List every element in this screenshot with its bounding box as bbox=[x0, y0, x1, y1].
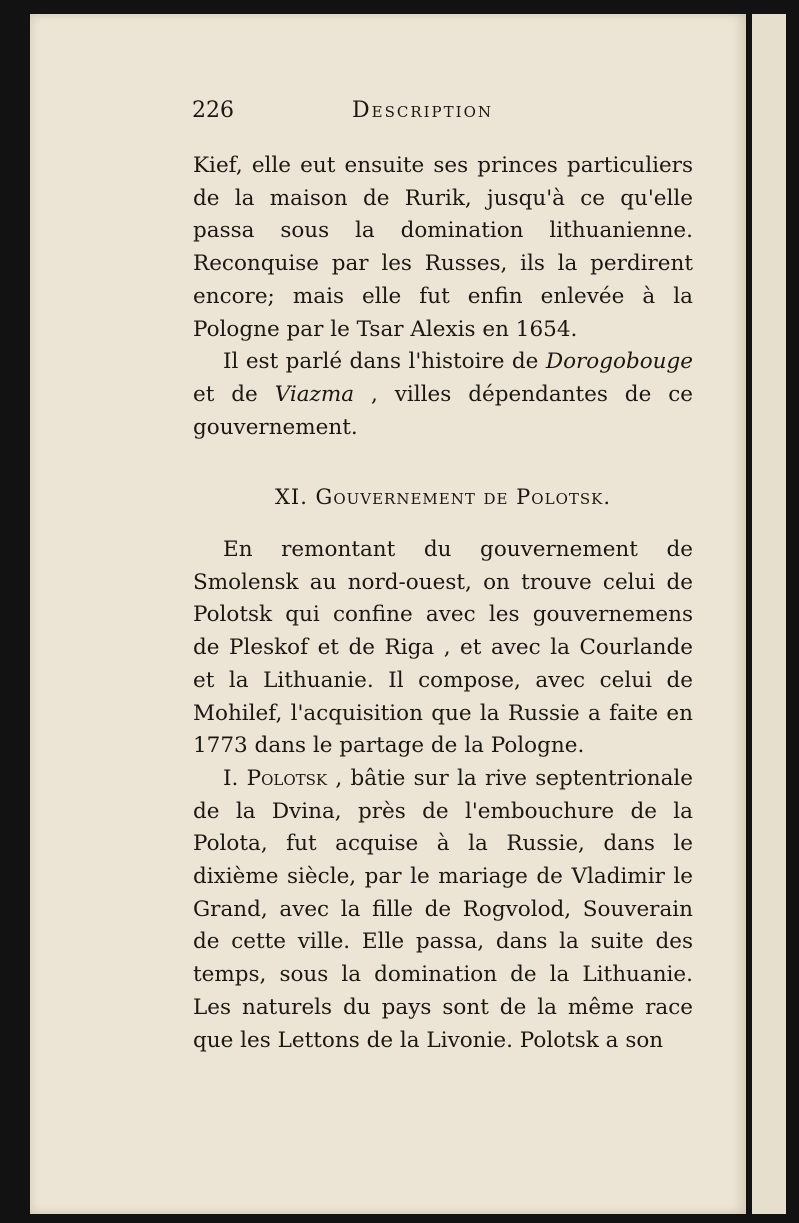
place-name-viazma: Viazma bbox=[274, 381, 355, 407]
paragraph-2-text-a: Il est parlé dans l'histoire de bbox=[223, 349, 546, 375]
entry-label-polotsk: I. Polotsk bbox=[223, 765, 328, 791]
paragraph-polotsk-city bbox=[193, 763, 693, 1057]
adjacent-page-edge bbox=[752, 14, 786, 1214]
text-block-top bbox=[193, 150, 693, 444]
page-number: 226 bbox=[192, 98, 234, 123]
paragraph-dorogobouge bbox=[193, 346, 693, 444]
paragraph-2-text-b: et de bbox=[193, 381, 275, 407]
page-header bbox=[192, 98, 692, 134]
paragraph-2-text-c: , villes dépendantes de ce gouvernement. bbox=[193, 381, 693, 440]
section-heading: XI. Gouvernement de Polotsk. bbox=[274, 485, 612, 509]
paragraph-polotsk-government: En remontant du gouvernement de Smolensk au nord-ouest, on trouve celui de Polotsk qui confine avec les gouvernemens de Pleskof et de Riga , et avec la Courlande et la Lithuanie. Il compose, avec celui de Mohilef, l'acquisition que la Russie a faite en 1773 dans le partage de la Pologne. bbox=[193, 537, 693, 759]
running-title: Description bbox=[352, 98, 494, 123]
paragraph-kief: Kief, elle eut ensuite ses princes particuliers de la maison de Rurik, jusqu'à ce qu'elle passa sous la domination lithuanienne. Reconquise par les Russes, ils la perdirent encore; mais elle fut enfin enlevée à la Pologne par le Tsar Alexis en 1654. bbox=[193, 153, 693, 342]
paragraph-4-text: , bâtie sur la rive septentrionale de la Dvina, près de l'embouchure de la Polota, fut acquise à la Russie, dans le dixième siècle, par le mariage de Vladimir le Grand, avec la fille de Rogvolod, Souverain de cette ville. Elle passa, dans la suite des temps, sous la domination de la Lithuanie. Les naturels du pays sont de la même race que les Lettons de la Livonie. Polotsk a son bbox=[193, 765, 693, 1053]
place-name-dorogobouge: Dorogobouge bbox=[545, 349, 693, 375]
text-block-bottom bbox=[193, 534, 693, 1057]
